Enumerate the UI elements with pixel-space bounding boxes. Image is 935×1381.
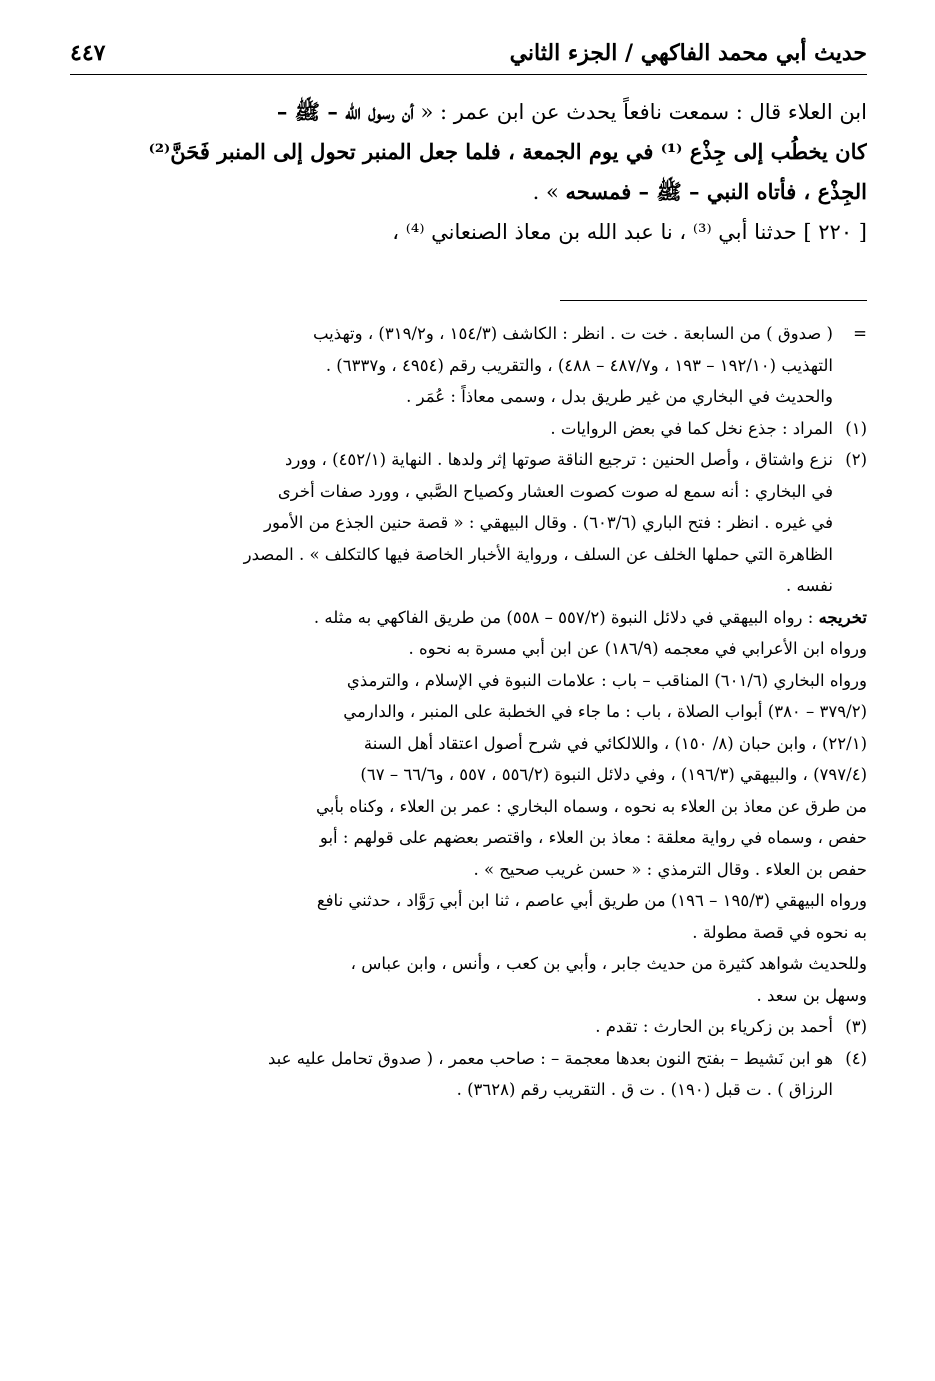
footnote-mark: (١) [845,418,867,438]
footnote-mark: = [853,324,867,343]
main-line-3 [70,172,867,212]
footnote-3 [70,1011,867,1043]
footnote-2 [70,444,867,602]
footnote-mark: (٢) [845,450,867,469]
main-line-3-bold: الجِذْع ، فأتاه النبي – ﷺ – فمسحه [565,179,867,204]
main-line-1-bold: أن رسول الله – ﷺ – [276,99,414,124]
main-text [70,92,867,252]
main-line-1-plain: ابن العلاء قال : سمعت نافعاً يحدث عن ابن عمر : « [413,100,867,124]
footnote-text: هو ابن نَشيط – بفتح النون بعدها معجمة – : صاحب معمر ، ( صدوق تحامل عليه عبد الرزاق ) . ت قبل (١٩٠) . ت ق . التقريب رقم (٣٦٢٨) . [267,1048,833,1099]
takhrij-paragraph [70,602,867,665]
takhrij-bayhaqi-paragraph [70,885,867,948]
footnote-text: وللحديث شواهد كثيرة من حديث جابر ، وأبي بن كعب ، وأنس ، وابن عباس ، وسهل بن سعد . [350,954,867,1005]
footnote-continued [70,318,867,413]
running-header [70,38,867,74]
takhrij-label: تخريجه [818,607,867,627]
header-divider [70,74,867,75]
footnote-mark: (٣) [845,1017,867,1036]
footnote-4 [70,1043,867,1106]
footnote-text: ( صدوق ) من السابعة . خت ت . انظر : الكاشف (١٥٤/٣ ، و٣١٩/٢) ، وتهذيب التهذيب (١٩٢/١٠ – ١٩٣ ، و٤٨٧/٧ – ٤٨٨) ، والتقريب رقم (٤٩٥٤ ، و٦٣٣٧) . والحديث في البخاري من غير طريق بدل ، وسمى معاذاً : عُمَر . [312,324,833,406]
footnote-text: نزع واشتاق ، وأصل الحنين : ترجيع الناقة صوتها إثر ولدها . النهاية (٤٥٢/١) ، وورد في البخاري : أنه سمع له صوت كصوت العشار وكصياح الصَّبي ، وورد صفات أخرى في غيره . انظر : فتح الباري (٦٠٣/٦) . وقال البيهقي : « قصة حنين الجذع من الأمور الظاهرة التي حملها الخلف عن السلف ، ورواية الأخبار الخاصة فيها كالتكلف » . المصدر نفسه . [243,450,833,595]
footnote-text: أحمد بن زكرياء بن الحارث : تقدم . [595,1017,833,1036]
footnote-mark: (٤) [845,1048,867,1068]
footnote-1 [70,413,867,445]
page-number: ٤٤٧ [70,40,106,66]
main-line-1 [70,92,867,132]
footnote-divider [560,300,867,301]
footnotes [70,318,867,1106]
main-line-2: كان يخطُب إلى جِذْع ⁽¹⁾ في يوم الجمعة ، فلما جعل المنبر تحول إلى المنبر فَحَنَّ⁽²⁾ [148,139,867,164]
footnote-text: ورواه البيهقي (١٩٥/٣ – ١٩٦) من طريق أبي عاصم ، ثنا ابن أبي رَوَّاد ، حدثني نافع به نحوه في قصة مطولة . [316,891,867,942]
main-line-3-plain: » . [532,180,566,204]
takhrij-text: : رواه البيهقي في دلائل النبوة (٥٥٧/٢ – ٥٥٨) من طريق الفاكهي به مثله . ورواه ابن الأعرابي في معجمه (١٨٦/٩) عن ابن أبي مسرة به نحوه . [313,607,867,658]
shawahid-paragraph [70,948,867,1011]
takhrij-bukhari-paragraph [70,665,867,886]
header-title: حديث أبي محمد الفاكهي / الجزء الثاني [509,40,867,66]
footnote-text: المراد : جذع نخل كما في بعض الروايات . [550,418,833,438]
hadith-220-line: [ ٢٢٠ ] حدثنا أبي ⁽³⁾ ، نا عبد الله بن معاذ الصنعاني ⁽⁴⁾ ، [392,220,867,244]
footnote-text: ورواه البخاري (٦٠١/٦) المناقب – باب : علامات النبوة في الإسلام ، والترمذي (٣٧٩/٢ – ٣٨٠) أبواب الصلاة ، باب : ما جاء في الخطبة على المنبر ، والدارمي (٢٢/١) ، وابن حبان (٨/ ١٥٠) ، واللالكائي في شرح أصول اعتقاد أهل السنة (٧٩٧/٤) ، والبيهقي (١٩٦/٣) ، وفي دلائل النبوة (٥٥٦/٢ ، ٥٥٧ ، و٦٦/٦ – ٦٧) من طرق عن معاذ بن العلاء به نحوه ، وسماه البخاري : عمر بن العلاء ، وكناه بأبي حفص ، وسماه في رواية معلقة : معاذ بن العلاء ، واقتصر بعضهم على قولهم : أبو حفص بن العلاء . وقال الترمذي : « حسن غريب صحيح » . [316,670,867,879]
